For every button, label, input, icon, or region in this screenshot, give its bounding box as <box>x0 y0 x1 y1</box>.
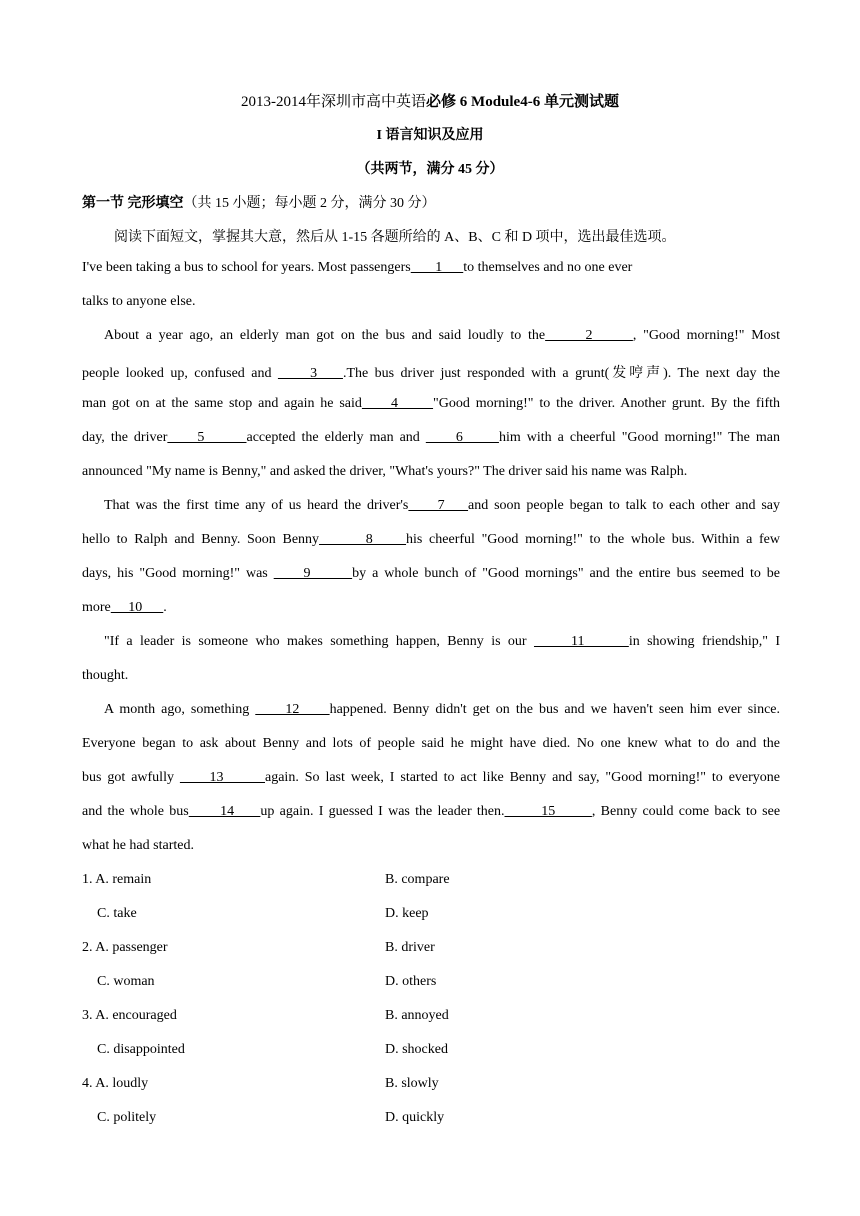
blank-2: 2 <box>545 328 633 343</box>
text: . <box>163 600 167 615</box>
text: hello to Ralph and Benny. Soon Benny <box>82 532 320 547</box>
blank-15: 15 <box>504 804 592 819</box>
passage-line-4 <box>82 362 780 382</box>
option-3c: C. disappointed <box>97 1042 185 1057</box>
option-4a: 4. A. loudly <box>82 1076 149 1091</box>
text: happened. Benny didn't get on the bus and we haven't seen him ever since. <box>329 702 780 717</box>
option-1d: D. keep <box>385 906 429 921</box>
blank-5: 5 <box>167 430 247 445</box>
text: "If a leader is someone who makes something happen, Benny is our <box>104 634 534 649</box>
option-2d: D. others <box>385 974 437 989</box>
blank-1: 1 <box>410 260 464 275</box>
passage-line-2: talks to anyone else. <box>82 294 196 309</box>
text: and soon people began to talk to each other and say <box>468 498 781 513</box>
passage-line-16 <box>82 770 780 786</box>
text: to themselves and no one ever <box>463 260 633 275</box>
option-2a: 2. A. passenger <box>82 940 168 955</box>
passage-line-10 <box>82 566 780 582</box>
blank-4: 4 <box>361 396 434 411</box>
blank-6: 6 <box>425 430 499 445</box>
blank-14: 14 <box>188 804 261 819</box>
blank-12: 12 <box>255 702 330 717</box>
part-score-note: （共两节，满分 45 分） <box>356 162 504 177</box>
text: , Benny could come back to see <box>591 804 781 819</box>
text: again. So last week, I started to act like Benny and say, "Good morning!" to everyone <box>265 770 781 785</box>
text: days, his "Good morning!" was <box>82 566 274 581</box>
option-2b: B. driver <box>385 940 435 955</box>
passage-line-7: announced "My name is Benny," and asked the driver, "What's yours?" The driver said his name was Ralph. <box>82 464 688 479</box>
blank-13: 13 <box>179 770 265 785</box>
text: his cheerful "Good morning!" to the whole bus. Within a few <box>406 532 780 547</box>
section-note: （共 15 小题；每小题 2 分，满分 30 分） <box>183 196 436 211</box>
passage-line-18: what he had started. <box>82 838 194 853</box>
passage-line-8 <box>104 498 780 514</box>
option-1c: C. take <box>97 906 137 921</box>
passage-line-17 <box>82 804 780 820</box>
option-1a: 1. A. remain <box>82 872 152 887</box>
text: accepted the elderly man and <box>246 430 426 445</box>
text: man got on at the same stop and again he said <box>82 396 362 411</box>
section-heading <box>82 192 436 212</box>
text: A month ago, something <box>104 702 256 717</box>
passage-line-13: thought. <box>82 668 129 683</box>
blank-11: 11 <box>533 634 629 649</box>
text: day, the driver <box>82 430 168 445</box>
text: people looked up, confused and <box>82 366 278 381</box>
passage-line-1 <box>82 260 632 276</box>
blank-3: 3 <box>277 366 343 381</box>
passage-line-12 <box>104 634 780 650</box>
option-4d: D. quickly <box>385 1110 445 1125</box>
option-3d: D. shocked <box>385 1042 448 1057</box>
instruction-text: 阅读下面短文，掌握其大意，然后从 1-15 各题所给的 A、B、C 和 D 项中，选出最佳选项。 <box>114 230 676 245</box>
option-3b: B. annoyed <box>385 1008 449 1023</box>
option-3a: 3. A. encouraged <box>82 1008 177 1023</box>
part-heading: I 语言知识及应用 <box>376 128 484 143</box>
title-plain: 2013-2014年深圳市高中英语 <box>241 94 427 110</box>
blank-9: 9 <box>273 566 353 581</box>
blank-7: 7 <box>408 498 469 513</box>
section-name: 第一节 完形填空 <box>82 196 184 211</box>
blank-8: 8 <box>319 532 407 547</box>
text: I've been taking a bus to school for years. Most passengers <box>82 260 411 275</box>
text: him with a cheerful "Good morning!" The man <box>498 430 781 445</box>
text: in showing friendship," I <box>628 634 780 649</box>
text: up again. I guessed I was the leader then. <box>260 804 505 819</box>
text: bus got awfully <box>82 770 180 785</box>
text: more <box>82 600 111 615</box>
passage-line-14 <box>104 702 780 718</box>
text: .The bus driver just responded with a grunt(发哼声). The next day the <box>342 366 780 381</box>
text: by a whole bunch of "Good mornings" and the entire bus seemed to be <box>352 566 780 581</box>
text: That was the first time any of us heard the driver's <box>104 498 409 513</box>
passage-line-5 <box>82 396 780 412</box>
option-2c: C. woman <box>97 974 155 989</box>
text: , "Good morning!" Most <box>632 328 780 343</box>
passage-line-11 <box>82 600 167 616</box>
title-bold: 必修 6 Module4-6 单元测试题 <box>426 94 619 110</box>
blank-10: 10 <box>110 600 164 615</box>
text: and the whole bus <box>82 804 189 819</box>
text: "Good morning!" to the driver. Another grunt. By the fifth <box>433 396 781 411</box>
document-title <box>0 90 860 111</box>
option-4c: C. politely <box>97 1110 157 1125</box>
passage-line-3 <box>104 328 780 344</box>
option-1b: B. compare <box>385 872 450 887</box>
text: About a year ago, an elderly man got on the bus and said loudly to the <box>104 328 546 343</box>
passage-line-15: Everyone began to ask about Benny and lots of people said he might have died. No one knew what to do and the <box>82 736 780 751</box>
option-4b: B. slowly <box>385 1076 439 1091</box>
passage-line-9 <box>82 532 780 548</box>
passage-line-6 <box>82 430 780 446</box>
